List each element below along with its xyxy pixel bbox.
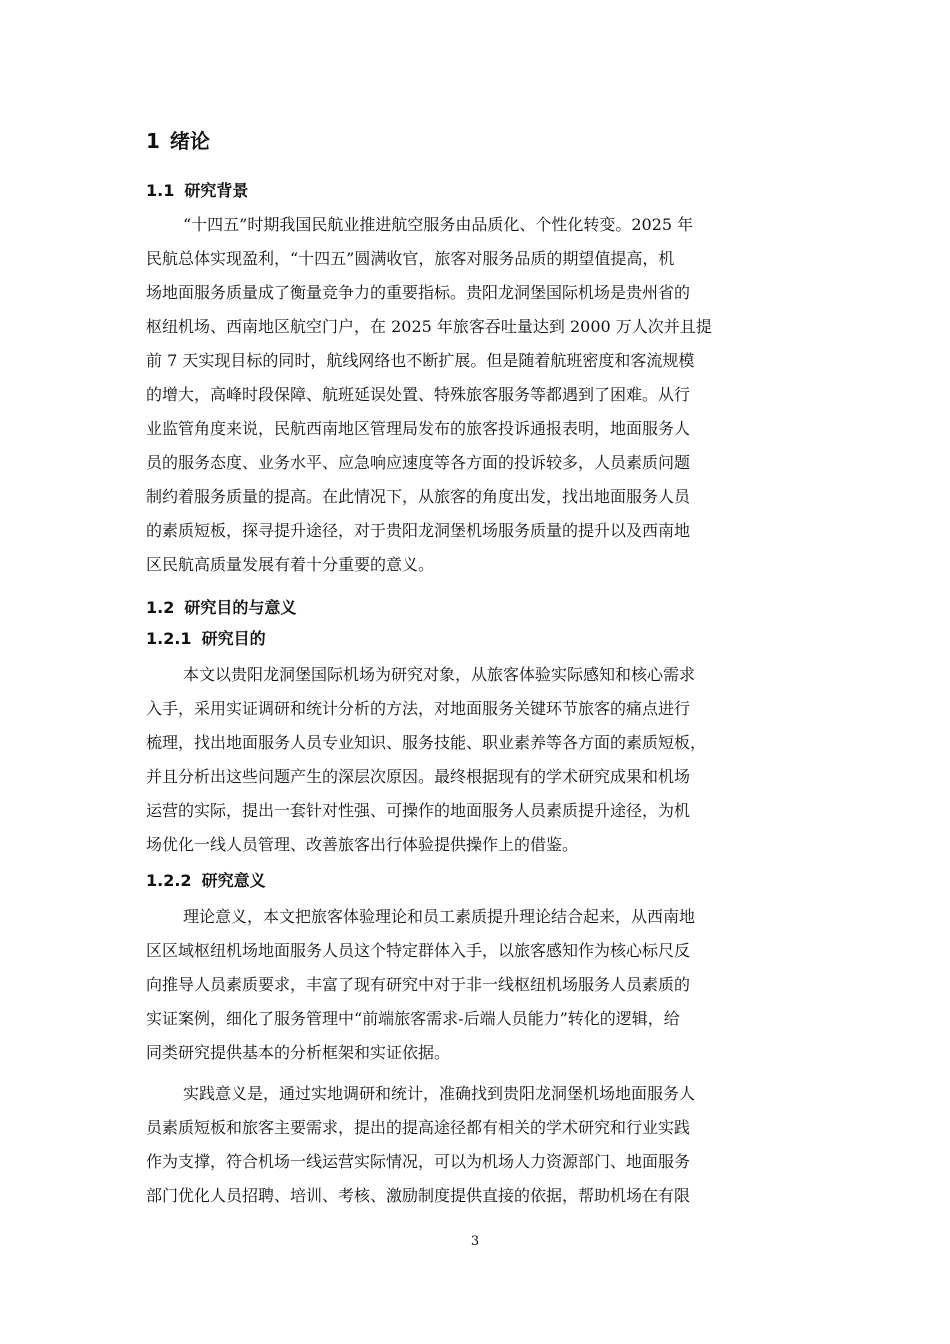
text-line: 制约着服务质量的提高。在此情况下，从旅客的角度出发，找出地面服务人员 xyxy=(146,487,691,506)
text-line: “十四五”时期我国民航业推进航空服务由品质化、个性化转变。2025 年 xyxy=(183,215,694,234)
chapter-number: 1 xyxy=(146,129,160,153)
text-line: 并且分析出这些问题产生的深层次原因。最终根据现有的学术研究成果和机场 xyxy=(146,767,691,786)
page-number: 3 xyxy=(470,1234,480,1249)
text-line: 向推导人员素质要求，丰富了现有研究中对于非一线枢纽机场服务人员素质的 xyxy=(146,975,691,994)
section-heading-1-1 xyxy=(146,178,248,204)
paragraph-background xyxy=(146,208,812,582)
text-line: 员的服务态度、业务水平、应急响应速度等各方面的投诉较多，人员素质问题 xyxy=(146,453,691,472)
text-line: 场地面服务质量成了衡量竞争力的重要指标。贵阳龙洞堡国际机场是贵州省的 xyxy=(146,283,691,302)
text-line: 枢纽机场、西南地区航空门户，在 2025 年旅客吞吐量达到 2000 万人次并且提 xyxy=(146,317,712,336)
section-number: 1.1 xyxy=(146,181,175,200)
text-line: 同类研究提供基本的分析框架和实证依据。 xyxy=(146,1043,451,1062)
subsection-title: 研究目的 xyxy=(201,629,266,648)
section-heading-1-2 xyxy=(146,595,296,621)
section-title: 研究背景 xyxy=(184,181,249,200)
paragraph-purpose xyxy=(146,658,812,862)
text-line: 作为支撑，符合机场一线运营实际情况，可以为机场人力资源部门、地面服务 xyxy=(146,1152,691,1171)
subsection-number: 1.2.2 xyxy=(146,871,192,890)
section-number: 1.2 xyxy=(146,598,175,617)
subsection-heading-1-2-2 xyxy=(146,868,266,894)
text-line: 梳理，找出地面服务人员专业知识、服务技能、职业素养等各方面的素质短板， xyxy=(146,733,707,752)
subsection-number: 1.2.1 xyxy=(146,629,192,648)
paragraph-significance-practice xyxy=(146,1077,812,1213)
text-line: 员素质短板和旅客主要需求，提出的提高途径都有相关的学术研究和行业实践 xyxy=(146,1118,691,1137)
chapter-heading xyxy=(146,126,210,156)
text-line: 的增大，高峰时段保障、航班延误处置、特殊旅客服务等都遇到了困难。从行 xyxy=(146,385,691,404)
text-line: 前 7 天实现目标的同时，航线网络也不断扩展。但是随着航班密度和客流规模 xyxy=(146,351,695,370)
text-line: 运营的实际，提出一套针对性强、可操作的地面服务人员素质提升途径，为机 xyxy=(146,801,691,820)
text-line: 本文以贵阳龙洞堡国际机场为研究对象，从旅客体验实际感知和核心需求 xyxy=(183,665,696,684)
text-line: 实证案例，细化了服务管理中“前端旅客需求-后端人员能力”转化的逻辑，给 xyxy=(146,1009,680,1028)
paragraph-significance-theory xyxy=(146,900,812,1070)
text-line: 民航总体实现盈利，“十四五”圆满收官，旅客对服务品质的期望值提高，机 xyxy=(146,249,675,268)
text-line: 区民航高质量发展有着十分重要的意义。 xyxy=(146,555,435,574)
text-line: 场优化一线人员管理、改善旅客出行体验提供操作上的借鉴。 xyxy=(146,835,579,854)
subsection-title: 研究意义 xyxy=(201,871,266,890)
text-line: 理论意义，本文把旅客体验理论和员工素质提升理论结合起来，从西南地 xyxy=(183,907,696,926)
chapter-title: 绪论 xyxy=(169,129,210,153)
section-title: 研究目的与意义 xyxy=(184,598,297,617)
text-line: 实践意义是，通过实地调研和统计，准确找到贵阳龙洞堡机场地面服务人 xyxy=(183,1084,696,1103)
text-line: 的素质短板，探寻提升途径，对于贵阳龙洞堡机场服务质量的提升以及西南地 xyxy=(146,521,691,540)
text-line: 区区域枢纽机场地面服务人员这个特定群体入手，以旅客感知作为核心标尺反 xyxy=(146,941,691,960)
text-line: 业监管角度来说，民航西南地区管理局发布的旅客投诉通报表明，地面服务人 xyxy=(146,419,691,438)
text-line: 入手，采用实证调研和统计分析的方法，对地面服务关键环节旅客的痛点进行 xyxy=(146,699,691,718)
subsection-heading-1-2-1 xyxy=(146,626,266,652)
text-line: 部门优化人员招聘、培训、考核、激励制度提供直接的依据，帮助机场在有限 xyxy=(146,1186,691,1205)
